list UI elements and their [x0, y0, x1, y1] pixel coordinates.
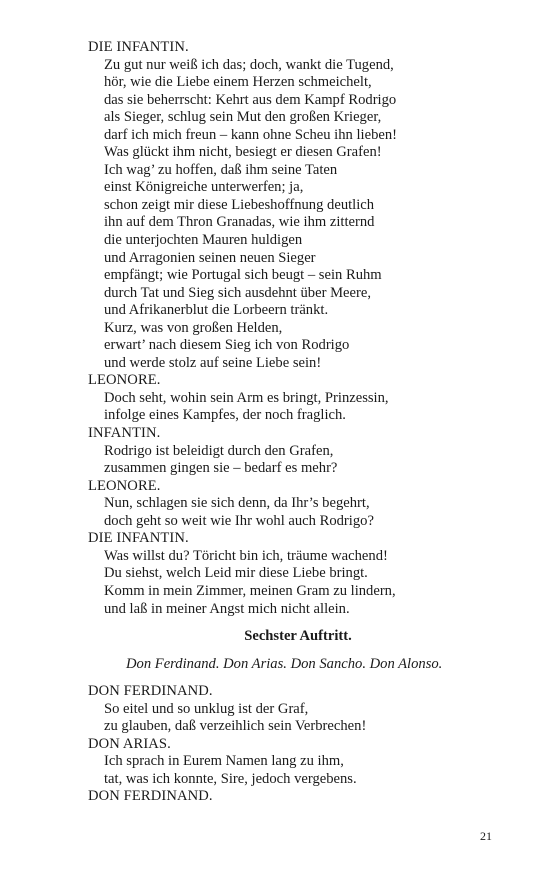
verse-line: zusammen gingen sie – bedarf es mehr?: [104, 460, 338, 477]
verse-line: Was glückt ihm nicht, besiegt er diesen Grafen!: [104, 144, 382, 161]
verse-line: So eitel und so unklug ist der Graf,: [104, 700, 309, 717]
dialogue-block-infantin-2: [88, 425, 508, 478]
verse-line: Kurz, was von großen Helden,: [104, 319, 283, 336]
verse-line: durch Tat und Sieg sich ausdehnt über Meere,: [104, 284, 371, 301]
verse-line: Doch seht, wohin sein Arm es bringt, Prinzessin,: [104, 389, 389, 406]
verse-line: als Sieger, schlug sein Mut den großen Krieger,: [104, 109, 382, 126]
verse-line: und werde stolz auf seine Liebe sein!: [104, 354, 322, 371]
dialogue-block-infantin-1: [88, 39, 508, 372]
verse-line: Was willst du? Töricht bin ich, träume wachend!: [104, 547, 388, 564]
speaker-name: INFANTIN.: [88, 425, 161, 442]
verse-line: Zu gut nur weiß ich das; doch, wankt die Tugend,: [104, 56, 394, 73]
verse-line: Ich sprach in Eurem Namen lang zu ihm,: [104, 753, 344, 770]
dialogue-block-ferdinand-1: [88, 683, 508, 736]
verse-line: infolge eines Kampfes, der noch fraglich.: [104, 407, 346, 424]
verse-line: zu glauben, daß verzeihlich sein Verbrechen!: [104, 718, 367, 735]
dialogue-block-infantin-3: [88, 530, 508, 618]
scene-title: Sechster Auftritt.: [244, 628, 352, 645]
verse-line: doch geht so weit wie Ihr wohl auch Rodrigo?: [104, 512, 374, 529]
verse-line: Rodrigo ist beleidigt durch den Grafen,: [104, 442, 334, 459]
dialogue-block-leonore-1: [88, 372, 508, 425]
verse-line: hör, wie die Liebe einem Herzen schmeichelt,: [104, 74, 372, 91]
speaker-name: DIE INFANTIN.: [88, 39, 189, 55]
page-text: [88, 39, 508, 806]
verse-line: einst Königreiche unterwerfen; ja,: [104, 179, 304, 196]
speaker-name: DON ARIAS.: [88, 735, 171, 752]
speaker-name: DIE INFANTIN.: [88, 530, 189, 547]
speaker-name: LEONORE.: [88, 372, 161, 389]
speaker-name: DON FERDINAND.: [88, 788, 213, 805]
verse-line: erwart’ nach diesem Sieg ich von Rodrigo: [104, 337, 350, 354]
verse-line: Du siehst, welch Leid mir diese Liebe bringt.: [104, 565, 368, 582]
verse-line: die unterjochten Mauren huldigen: [104, 232, 303, 249]
verse-line: Ich wag’ zu hoffen, daß ihm seine Taten: [104, 161, 338, 178]
verse-line: Nun, schlagen sie sich denn, da Ihr’s begehrt,: [104, 495, 370, 512]
verse-line: und Afrikanerblut die Lorbeern tränkt.: [104, 302, 329, 319]
dialogue-block-ferdinand-2: [88, 788, 508, 806]
verse-line: und Arragonien seinen neuen Sieger: [104, 249, 316, 266]
dialogue-block-leonore-2: [88, 478, 508, 531]
speaker-name: DON FERDINAND.: [88, 683, 213, 700]
page-number: 21: [480, 829, 492, 843]
verse-line: tat, was ich konnte, Sire, jedoch vergebens.: [104, 770, 357, 787]
dialogue-block-arias-1: [88, 736, 508, 789]
verse-line: und laß in meiner Angst mich nicht allein.: [104, 600, 350, 617]
verse-line: darf ich mich freun – kann ohne Scheu ihn lieben!: [104, 126, 397, 143]
verse-line: das sie beherrscht: Kehrt aus dem Kampf Rodrigo: [104, 91, 397, 108]
stage-direction: Don Ferdinand. Don Arias. Don Sancho. Don Alonso.: [126, 655, 443, 672]
speaker-name: LEONORE.: [88, 477, 161, 494]
verse-line: Komm in mein Zimmer, meinen Gram zu lindern,: [104, 582, 396, 599]
verse-line: schon zeigt mir diese Liebeshoffnung deutlich: [104, 196, 375, 213]
verse-line: empfängt; wie Portugal sich beugt – sein Ruhm: [104, 267, 382, 284]
verse-line: ihn auf dem Thron Granadas, wie ihm zitternd: [104, 214, 375, 231]
